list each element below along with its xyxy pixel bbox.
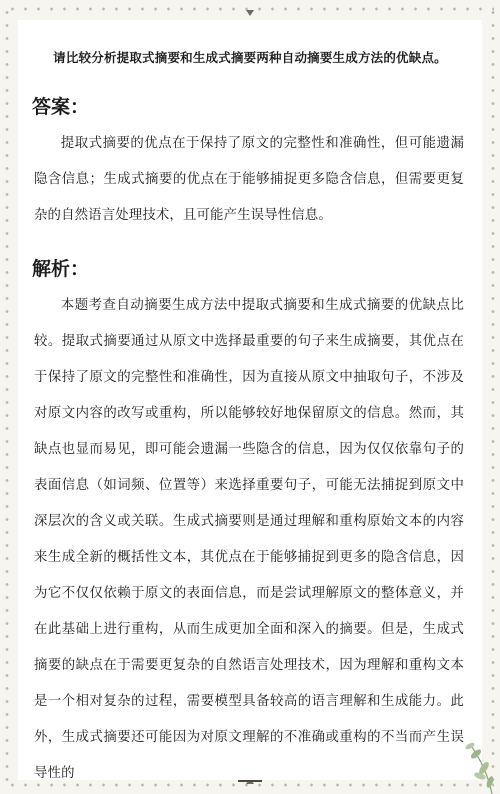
bottom-dash-mark xyxy=(238,780,262,782)
answer-heading: 答案： xyxy=(32,96,90,118)
right-border-decoration xyxy=(490,6,496,788)
answer-paragraph: 提取式摘要的优点在于保持了原文的完整性和准确性，但可能遗漏隐含信息；生成式摘要的优点在于能够捕捉更多隐含信息，但需要更复杂的自然语言处理技术，且可能产生误导性信息。 xyxy=(34,136,464,223)
question-text: 请比较分析提取式摘要和生成式摘要两种自动摘要生成方法的优缺点。 xyxy=(53,50,447,65)
top-marker-icon xyxy=(246,10,254,16)
document-page xyxy=(18,20,482,780)
plant-decoration-icon xyxy=(440,724,500,794)
left-border-decoration xyxy=(4,6,10,788)
analysis-paragraph: 本题考查自动摘要生成方法中提取式摘要和生成式摘要的优缺点比较。提取式摘要通过从原文中选择最重要的句子来生成摘要，其优点在于保持了原文的完整性和准确性，因为直接从原文中抽取句子，不涉及对原文内容的改写或重构，所以能够较好地保留原文的信息。然而，其缺点也显而易见，即可能会遗漏一些隐含的信息，因为仅仅依靠句子的表面信息（如词频、位置等）来选择重要句子，可能无法捕捉到原文中深层次的含义或关联。生成式摘要则是通过理解和重构原始文本的内容来生成全新的概括性文本，其优点在于能够捕捉到更多的隐含信息，因为它不仅仅依赖于原文的表面信息，而是尝试理解原文的整体意义，并在此基础上进行重构，从而生成更加全面和深入的摘要。但是，生成式摘要的缺点在于需要更复杂的自然语言处理技术，因为理解和重构文本是一个相对复杂的过程，需要模型具备较高的语言理解和生成能力。此外，生成式摘要还可能因为对原文理解的不准确或重构的不当而产生误导性的 xyxy=(34,298,464,781)
analysis-heading: 解析： xyxy=(32,258,90,280)
